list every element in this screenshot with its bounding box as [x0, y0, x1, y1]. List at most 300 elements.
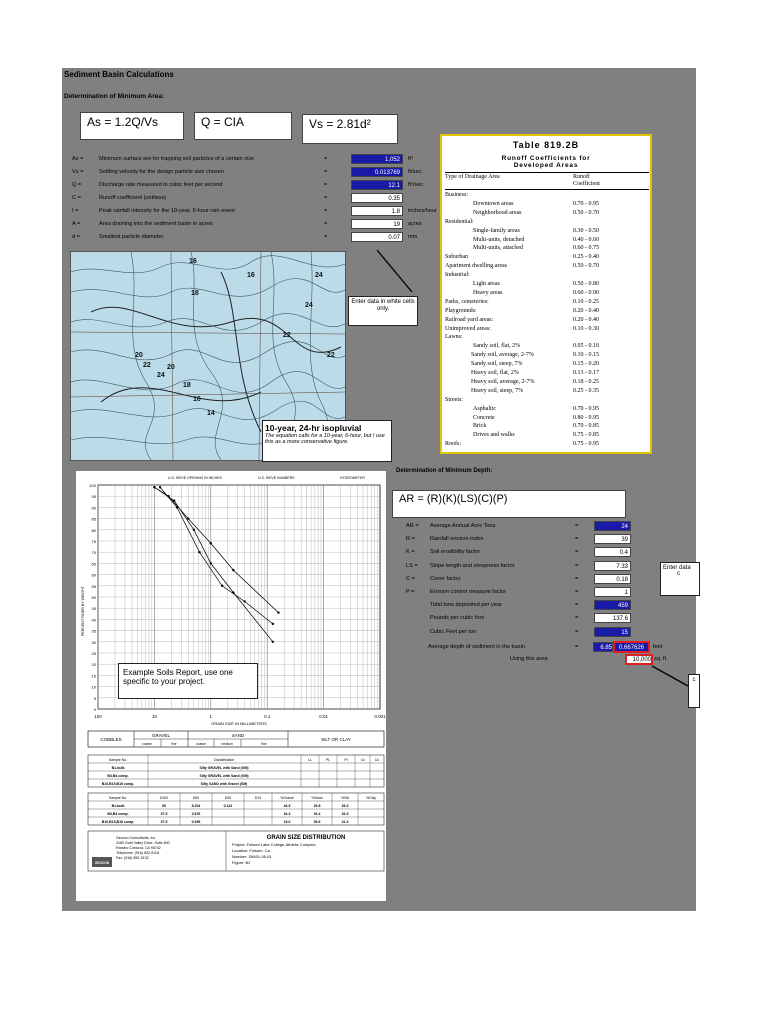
- var-value: 15: [594, 627, 631, 637]
- min-depth-heading: Determination of Minimum Depth:: [396, 468, 493, 474]
- y-tick-label: 45: [91, 606, 96, 612]
- var-symbol: As =: [72, 156, 84, 162]
- gradation-point: [232, 591, 234, 593]
- class-sand: SAND: [231, 733, 245, 738]
- var-value[interactable]: 1.8: [351, 206, 403, 216]
- y-tick-label: 0: [93, 707, 96, 712]
- table2-header: D100: [159, 796, 169, 800]
- table1-header: PL: [325, 758, 331, 762]
- y-axis-label: PERCENT FINER BY WEIGHT: [81, 586, 85, 636]
- coef-row: [445, 316, 649, 324]
- drainage-area-type: Drives and walks: [473, 432, 515, 439]
- depth-row: [396, 547, 716, 558]
- drainage-area-type: Heavy areas: [473, 289, 503, 296]
- gradation-point: [198, 551, 200, 553]
- coef-table-rule-top: [445, 172, 649, 173]
- contour-label: 16: [247, 272, 255, 279]
- drainage-area-type: Business:: [445, 192, 469, 198]
- drainage-area-type: Suburban: [445, 254, 468, 261]
- chart-header-right: HYDROMETER: [340, 476, 365, 480]
- var-description: Erosion control measure factor: [430, 589, 507, 595]
- drainage-area-type: Sandy soil, average, 2-7%: [471, 352, 534, 359]
- var-value[interactable]: 0.18: [594, 574, 631, 584]
- table2-cell: 37.5: [160, 820, 168, 824]
- var-unit: inches/hour: [408, 208, 437, 214]
- soils-report-note: Example Soils Report, use one specific to your project.: [118, 663, 258, 699]
- var-symbol: Q =: [72, 182, 82, 188]
- table2-cell: 8.204: [191, 804, 201, 808]
- table2-cell: 39.6: [313, 820, 321, 824]
- y-tick-label: 75: [91, 539, 96, 544]
- table2-cell: 0.395: [191, 820, 201, 824]
- note-3: c: [688, 674, 700, 708]
- x-tick-label: 100: [94, 714, 102, 719]
- equals-sign: =: [575, 562, 579, 569]
- depth-value-highlight: 0.667626: [613, 641, 650, 653]
- map-title: 10-year, 24-hr isopluvial: [265, 423, 362, 433]
- class-sub: medium: [221, 742, 233, 746]
- var-description: Soil erodibility factor: [430, 549, 481, 556]
- table2-header: D10: [254, 796, 262, 800]
- depth-eq: =: [575, 644, 579, 650]
- runoff-coefficient: 0.20 - 0.40: [573, 307, 599, 314]
- coef-row: [445, 244, 649, 252]
- gradation-point: [210, 562, 212, 564]
- runoff-coefficient: 0.50 - 0.80: [573, 281, 599, 287]
- drainage-area-type: Apartment dwelling areas: [445, 263, 507, 270]
- table2-header: %Silt: [341, 796, 349, 800]
- runoff-coefficient: 0.20 - 0.40: [573, 316, 599, 323]
- depth-row: [396, 600, 716, 611]
- var-description: Runoff coefficient (unitless): [99, 195, 167, 201]
- var-description: Minimum surface are for trapping soil particles of a certain size: [99, 156, 255, 162]
- var-symbol: AR =: [406, 523, 419, 529]
- table2-cell: 34.3: [283, 812, 291, 816]
- runoff-coefficient-table: [440, 134, 652, 454]
- area-row: [62, 154, 442, 165]
- runoff-coefficient: 0.75 - 0.85: [573, 432, 599, 439]
- drainage-area-type: Brick: [473, 423, 487, 430]
- depth-row: [396, 521, 716, 532]
- coef-col1-header: Type of Drainage Area: [445, 174, 500, 180]
- table2-header: Sample No.: [108, 796, 128, 800]
- coef-row: [445, 271, 649, 279]
- y-tick-label: 90: [91, 505, 96, 511]
- y-tick-label: 65: [91, 561, 96, 567]
- map-caption-box: [262, 420, 392, 462]
- runoff-coefficient: 0.25 - 0.40: [573, 254, 599, 261]
- var-value: 24: [594, 521, 631, 531]
- var-symbol: I =: [72, 208, 79, 214]
- table1-sample: B10,B15,B16 comp.: [101, 782, 135, 786]
- gradation-point: [159, 486, 161, 488]
- coef-row: [445, 422, 649, 430]
- equals-sign: =: [575, 536, 579, 543]
- chart-header-mid: U.S. SIEVE NUMBERS: [258, 476, 295, 480]
- equals-sign: =: [324, 182, 328, 188]
- contour-label: 14: [207, 410, 215, 417]
- table2-header: D60: [192, 796, 200, 800]
- drainage-area-type: Industrial:: [445, 272, 470, 279]
- x-tick-label: 0.1: [264, 714, 271, 719]
- runoff-coefficient: 0.75 - 0.95: [573, 441, 599, 448]
- drainage-area-type: Light areas: [473, 281, 500, 287]
- area-row: [62, 219, 442, 230]
- min-area-heading: Determination of Minimum Area:: [64, 93, 165, 100]
- drainage-area-type: Railroad yard areas:: [445, 316, 494, 323]
- grain-size-report: [76, 471, 386, 901]
- var-description: Cover factor: [430, 575, 461, 582]
- table1-header: LL: [308, 758, 312, 762]
- contour-label: 24: [305, 302, 313, 309]
- coef-row: [445, 236, 649, 244]
- contour-label: 22: [143, 362, 151, 369]
- contour-label: 18: [183, 382, 191, 389]
- project-line: Location: Folsom, Ca: [232, 848, 270, 853]
- runoff-coefficient: 0.10 - 0.15: [573, 352, 599, 359]
- class-cobbles: COBBLES: [100, 737, 122, 742]
- coef-row: [445, 369, 649, 377]
- drainage-area-type: Sandy soil, flat, 2%: [473, 343, 521, 350]
- table2-cell: 50: [162, 804, 166, 808]
- y-tick-label: 5: [93, 695, 96, 701]
- table1-header: Cu: [374, 758, 380, 762]
- drainage-area-type: Parks, cemeteries:: [445, 298, 489, 305]
- gradation-point: [187, 517, 189, 519]
- company-line: Geocon Consultants, Inc.: [116, 836, 157, 840]
- drainage-area-type: Single-family areas: [473, 227, 520, 234]
- distribution-title: GRAIN SIZE DISTRIBUTION: [266, 835, 346, 841]
- contour-label: 22: [327, 352, 335, 359]
- var-value[interactable]: 0.07: [351, 232, 403, 242]
- contour-label: 24: [157, 372, 165, 379]
- area-label: Using this area:: [510, 656, 549, 662]
- area-unit: sq. ft.: [654, 656, 668, 662]
- drainage-area-type: Lawns:: [445, 334, 463, 341]
- var-description: Settling velocity for the design particle size chosen: [99, 169, 224, 175]
- y-tick-label: 70: [91, 550, 96, 556]
- y-tick-label: 10: [91, 684, 96, 690]
- drainage-area-type: Asphaltic: [473, 405, 496, 412]
- table1-class: Silty SAND with Gravel (SM): [200, 782, 248, 786]
- var-description: Smallest particle diameter: [99, 234, 164, 240]
- class-sub: coarse: [142, 742, 152, 746]
- depth-unit: feet: [653, 644, 663, 650]
- coef-row: [445, 360, 649, 368]
- var-description: Total tons deposited per year: [430, 602, 502, 609]
- table1-class: Silty GRAVEL with Sand (GM): [199, 774, 249, 778]
- equals-sign: =: [324, 234, 328, 240]
- runoff-coefficient: 0.50 - 0.70: [573, 263, 599, 270]
- var-value: 459: [594, 600, 631, 610]
- var-unit: ft³/sec.: [408, 182, 425, 188]
- var-value: 1,052: [351, 154, 403, 164]
- var-value[interactable]: 0.35: [351, 193, 403, 203]
- area-row: [62, 206, 442, 217]
- drainage-area-type: Streets:: [445, 396, 463, 403]
- drainage-area-type: Sandy soil, steep, 7%: [471, 361, 523, 368]
- contour-label: 24: [315, 272, 323, 279]
- var-description: Rainfall erosion index: [430, 536, 484, 543]
- x-tick-label: 0.001: [374, 714, 386, 719]
- equals-sign: =: [324, 208, 328, 214]
- coef-table-rule-head: [445, 189, 649, 190]
- drainage-area-type: Neighborhood areas: [473, 209, 522, 216]
- drainage-area-type: Heavy soil, steep, 7%: [471, 387, 524, 394]
- table2-cell: 37.5: [160, 812, 168, 816]
- var-value: 12.1: [351, 180, 403, 190]
- table2-header: %Clay: [365, 796, 377, 800]
- var-description: Area draining into the sediment basin in acres: [99, 221, 213, 227]
- depth-row: [396, 613, 716, 624]
- var-unit: ft²: [408, 156, 413, 162]
- table2-cell: B10,B15,B16 comp.: [101, 820, 135, 824]
- company-line: 3160 Gold Valley Drive, Suite 800: [116, 841, 170, 845]
- equals-sign: =: [324, 195, 328, 201]
- var-symbol: C =: [406, 575, 415, 582]
- var-unit: mm: [408, 234, 418, 240]
- coef-row: [445, 333, 649, 341]
- coef-row: [445, 298, 649, 306]
- area-row: [62, 180, 442, 191]
- x-axis-label: GRAIN SIZE IN MILLIMETERS: [211, 721, 267, 726]
- runoff-coefficient: 0.40 - 0.60: [573, 236, 599, 243]
- contour-label: 18: [191, 290, 199, 297]
- class-silt-clay: SILT OR CLAY: [321, 737, 351, 742]
- coef-row: [445, 351, 649, 359]
- equals-sign: =: [324, 169, 328, 175]
- var-symbol: P =: [406, 589, 415, 595]
- runoff-coefficient: 0.15 - 0.20: [573, 361, 599, 368]
- gradation-point: [277, 611, 279, 613]
- table1-header: PI: [344, 758, 348, 762]
- note-arrow-2: [650, 664, 690, 690]
- equals-sign: =: [575, 615, 579, 622]
- table2-cell: 41.4: [341, 820, 349, 824]
- drainage-area-type: Roofs:: [445, 441, 462, 448]
- y-tick-label: 100: [89, 483, 96, 488]
- gradation-point: [272, 623, 274, 625]
- table2-cell: 19.0: [283, 820, 291, 824]
- coef-row: [445, 307, 649, 315]
- var-value[interactable]: 39: [594, 534, 631, 544]
- runoff-coefficient: 0.60 - 0.75: [573, 245, 599, 252]
- page-title: Sediment Basin Calculations: [64, 70, 174, 79]
- table2-header: %Sand: [311, 796, 323, 800]
- y-tick-label: 40: [91, 617, 96, 623]
- map-caption: The equation calls for a 10-year, 6-hour, but I use this as a more conservative figure.: [265, 433, 385, 445]
- class-sub: fine: [171, 742, 177, 746]
- table2-cell: 32.3: [341, 812, 349, 816]
- table2-cell: 0.141: [223, 804, 233, 808]
- y-tick-label: 25: [91, 651, 96, 656]
- y-tick-label: 15: [91, 673, 96, 679]
- coef-row: [445, 262, 649, 270]
- table2-cell: B1-bulk: [111, 804, 125, 808]
- table2-cell: 25.3: [341, 804, 349, 808]
- var-value[interactable]: 0.4: [594, 547, 631, 557]
- company-line: Telephone: (916) 852-9118: [116, 851, 159, 855]
- contour-label: 20: [135, 352, 143, 359]
- var-value[interactable]: 7.33: [594, 561, 631, 571]
- coef-table-title: Table 819.2B: [512, 140, 580, 150]
- coef-row: [445, 440, 649, 448]
- table1-sample: B3,B4 comp.: [107, 774, 129, 778]
- chart-header-left: U.S. SIEVE OPENING IN INCHES: [168, 476, 222, 480]
- table2-cell: B3,B4 comp.: [107, 812, 129, 816]
- gradation-point: [232, 569, 234, 571]
- class-gravel: GRAVEL: [152, 733, 170, 738]
- x-tick-label: 1: [209, 714, 213, 719]
- var-symbol: C =: [72, 195, 81, 201]
- gradation-point: [167, 495, 169, 497]
- var-unit: acres: [408, 221, 422, 227]
- y-tick-label: 80: [91, 527, 96, 533]
- company-line: Rancho Cordova, CA 95742: [116, 846, 161, 850]
- formula-ar: AR = (R)(K)(LS)(C)(P): [392, 490, 626, 518]
- table2-cell: 44.9: [283, 804, 291, 808]
- y-tick-label: 95: [91, 494, 96, 500]
- y-tick-label: 50: [91, 595, 96, 600]
- var-unit: ft/sec.: [408, 169, 423, 175]
- formula-as: As = 1.2Q/Vs: [80, 112, 184, 140]
- gradation-point: [243, 600, 245, 602]
- area-row: [62, 193, 442, 204]
- depth-label: Average depth of sediment in the basin: [428, 644, 525, 650]
- coef-row: [445, 378, 649, 386]
- runoff-coefficient: 0.70 - 0.85: [573, 423, 599, 430]
- note-arrow: [372, 248, 432, 298]
- formula-vs: Vs = 2.81d²: [302, 114, 398, 144]
- runoff-coefficient: 0.50 - 0.70: [573, 209, 599, 216]
- drainage-area-type: Unimproved areas:: [445, 325, 491, 332]
- y-tick-label: 20: [91, 662, 96, 668]
- area-value[interactable]: 10,000: [625, 654, 653, 665]
- runoff-coefficient: 0.70 - 0.95: [573, 200, 599, 207]
- var-description: Slope length and steepness factor: [430, 562, 515, 569]
- var-value: 0.013769: [351, 167, 403, 177]
- equals-sign: =: [575, 628, 579, 635]
- equals-sign: =: [575, 549, 579, 556]
- table2-cell: 2.676: [191, 812, 201, 816]
- class-sub: coarse: [196, 742, 206, 746]
- var-value[interactable]: 19: [351, 219, 403, 229]
- table2-cell: 33.4: [313, 812, 321, 816]
- coef-row: [445, 227, 649, 235]
- depth-row: [396, 534, 716, 545]
- depth-value: 6.85: [593, 642, 613, 652]
- coef-row: [445, 431, 649, 439]
- runoff-coefficient: 0.10 - 0.25: [573, 298, 599, 305]
- var-symbol: K =: [406, 549, 415, 556]
- y-tick-label: 35: [91, 628, 96, 634]
- var-description: Cubic Feet per ton: [430, 628, 477, 635]
- coef-row: [445, 405, 649, 413]
- x-tick-label: 0.01: [319, 714, 328, 719]
- area-row: [62, 167, 442, 178]
- table2-header: %Gravel: [280, 796, 294, 800]
- runoff-coefficient: 0.80 - 0.95: [573, 414, 599, 421]
- equals-sign: =: [575, 602, 579, 609]
- project-line: Figure: B2: [232, 860, 251, 865]
- table1-header: Classification: [213, 758, 235, 762]
- enter-data-note: Enter data in white cells only.: [348, 296, 418, 326]
- var-description: Discharge rate measured in cubic feet per second: [99, 182, 223, 188]
- var-symbol: LS =: [406, 562, 418, 569]
- gradation-point: [153, 486, 155, 488]
- coef-row: [445, 289, 649, 297]
- y-tick-label: 30: [91, 639, 96, 645]
- contour-label: 22: [283, 332, 291, 339]
- table1-class: Silty GRAVEL with Sand (GM): [199, 766, 249, 770]
- equals-sign: =: [324, 221, 328, 227]
- drainage-area-type: Heavy soil, average, 2-7%: [471, 378, 535, 385]
- area-row: [62, 232, 442, 243]
- var-symbol: A =: [72, 221, 81, 227]
- contour-label: 16: [193, 396, 201, 403]
- coef-row: [445, 387, 649, 395]
- contour-label: 16: [189, 258, 197, 265]
- enter-data-note-2: Enter data c: [660, 562, 700, 596]
- drainage-area-type: Multi-units, detached: [473, 236, 525, 243]
- coef-row: [445, 209, 649, 217]
- runoff-coefficient: 0.30 - 0.50: [573, 227, 599, 234]
- coef-row: [445, 414, 649, 422]
- y-tick-label: 55: [91, 583, 96, 589]
- formula-q: Q = CIA: [194, 112, 292, 140]
- gradation-point: [272, 641, 274, 643]
- drainage-area-type: Downtown areas: [473, 200, 514, 207]
- table2-cell: 29.8: [313, 804, 321, 808]
- runoff-coefficient: 0.18 - 0.25: [573, 378, 599, 385]
- equals-sign: =: [575, 589, 579, 595]
- equals-sign: =: [575, 523, 579, 529]
- var-value[interactable]: 1: [594, 587, 631, 597]
- contour-label: 20: [167, 364, 175, 371]
- coef-row: [445, 325, 649, 333]
- coef-row: [445, 218, 649, 226]
- var-value[interactable]: 137.6: [594, 613, 631, 623]
- x-tick-label: 10: [151, 714, 157, 719]
- runoff-coefficient: 0.70 - 0.95: [573, 405, 599, 412]
- coef-col2-header: Runoff Coefficient: [573, 174, 600, 187]
- var-description: Average Annual Acre Tons: [430, 523, 496, 529]
- coef-table-subtitle: Runoff Coefficients for Developed Areas: [501, 155, 591, 169]
- table1-header: Cc: [360, 758, 366, 762]
- geocon-logo-text: GEOCON: [94, 861, 110, 865]
- company-line: Fax: (916) 852-9132: [116, 856, 149, 860]
- runoff-coefficient: 0.10 - 0.30: [573, 325, 599, 332]
- coef-row: [445, 342, 649, 350]
- drainage-area-type: Heavy soil, flat, 2%: [471, 370, 519, 376]
- coef-row: [445, 396, 649, 404]
- coef-row: [445, 253, 649, 261]
- runoff-coefficient: 0.60 - 0.90: [573, 289, 599, 296]
- project-line: Number: S8401-06-01: [232, 854, 272, 859]
- runoff-coefficient: 0.05 - 0.10: [573, 343, 599, 350]
- runoff-coefficient: 0.25 - 0.35: [573, 387, 599, 394]
- gradation-point: [193, 529, 195, 531]
- var-description: Peak rainfall intensity for the 10-year, 6-hour rain event: [99, 208, 235, 214]
- gradation-point: [221, 585, 223, 587]
- equals-sign: =: [324, 156, 328, 162]
- y-tick-label: 85: [91, 516, 96, 522]
- table2-header: D30: [224, 796, 232, 800]
- coef-row: [445, 200, 649, 208]
- var-description: Pounds per cubic foot: [430, 615, 485, 622]
- depth-row: [396, 627, 716, 638]
- table1-header: Sample No.: [108, 758, 128, 762]
